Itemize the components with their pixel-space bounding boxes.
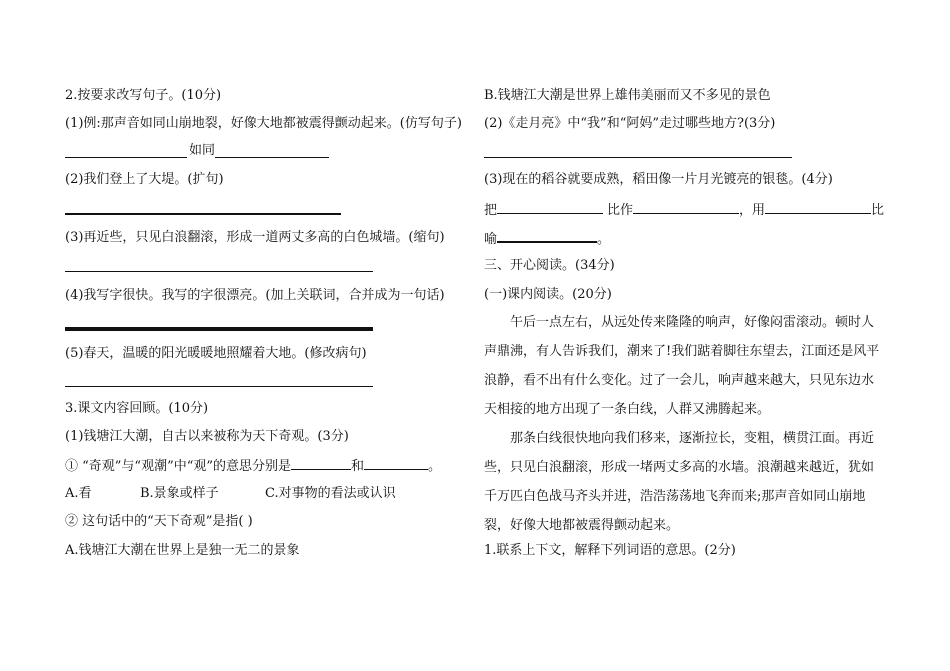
- reading-question-1: 1.联系上下文，解释下列词语的意思。(2分): [484, 543, 736, 558]
- option-b: B.景象或样子: [140, 486, 219, 501]
- section-3-title: 三、开心阅读。(34分): [484, 258, 615, 273]
- question-3-1b: ② 这句话中的“天下奇观”是指( ): [65, 514, 253, 529]
- answer-blank-3-3-1[interactable]: [497, 201, 603, 214]
- question-3-title: 3.课文内容回顾。(10分): [65, 401, 209, 416]
- answer-blank-3-3-3[interactable]: [765, 201, 871, 214]
- answer-blank-3-3-2[interactable]: [633, 201, 739, 214]
- answer-blank-2-1a[interactable]: [65, 157, 187, 158]
- question-3-1a: [65, 457, 441, 475]
- answer-blank-3-2[interactable]: [484, 157, 792, 158]
- question-3-1a-and: 和: [351, 459, 365, 474]
- question-2-3: (3)再近些，只见白浪翻滚，形成一道两丈多高的白色城墙。(缩句): [65, 230, 445, 245]
- fill-yong: ，用: [739, 203, 766, 218]
- answer-blank-3-1a-2[interactable]: [364, 457, 428, 470]
- right-column: [484, 0, 886, 671]
- question-2-1-mid: 如同: [189, 143, 216, 158]
- choice-b: B.钱塘江大潮是世界上雄伟美丽而又不多见的景色: [484, 88, 771, 103]
- question-2-title: 2.按要求改写句子。(10分): [65, 88, 222, 103]
- question-3-1a-end: 。: [428, 459, 442, 474]
- option-a: A.看: [65, 486, 92, 501]
- question-3-1a-text: ① “奇观”与“观潮”中“观”的意思分别是: [65, 459, 292, 474]
- answer-blank-2-4[interactable]: [65, 327, 373, 331]
- question-3-3-fill-row: [484, 201, 884, 219]
- fill-yu: 喻: [484, 232, 498, 247]
- option-c: C.对事物的看法或认识: [265, 486, 396, 501]
- fill-end: 。: [597, 232, 611, 247]
- question-3-2: (2)《走月亮》中“我”和“阿妈”走过哪些地方?(3分): [484, 116, 776, 131]
- section-3-1-title: (一)课内阅读。(20分): [484, 287, 612, 302]
- question-3-3: (3)现在的稻谷就要成熟，稻田像一片月光镀亮的银毯。(4分): [484, 172, 833, 187]
- answer-blank-2-1b[interactable]: [215, 157, 329, 158]
- answer-blank-3-3-4[interactable]: [497, 229, 597, 243]
- question-2-1: (1)例:那声音如同山崩地裂，好像大地都被震得颤动起来。(仿写句子): [65, 116, 462, 131]
- question-2-5: (5)春天，温暖的阳光暖暖地照耀着大地。(修改病句): [65, 346, 367, 361]
- fill-bi: 比: [871, 203, 885, 218]
- left-column: [65, 0, 462, 671]
- fill-bizuo: 比作: [607, 203, 634, 218]
- question-3-1: (1)钱塘江大潮，自古以来被称为天下奇观。(3分): [65, 429, 349, 444]
- answer-blank-2-2[interactable]: [65, 213, 341, 215]
- question-3-3-fill-row-2: [484, 229, 610, 248]
- choice-a: A.钱塘江大潮在世界上是独一无二的景象: [65, 543, 300, 558]
- question-2-2: (2)我们登上了大堤。(扩句): [65, 172, 224, 187]
- answer-blank-2-3[interactable]: [65, 271, 373, 272]
- answer-blank-2-5[interactable]: [65, 386, 373, 387]
- answer-blank-3-1a-1[interactable]: [291, 457, 351, 470]
- question-2-4: (4)我写字很快。我写的字很漂亮。(加上关联词，合并成为一句话): [65, 288, 445, 303]
- fill-ba: 把: [484, 203, 498, 218]
- reading-paragraph-2: 那条白线很快地向我们移来，逐渐拉长，变粗，横贯江面。再近些，只见白浪翻滚，形成一堵两丈多高的水墙。浪潮越来越近，犹如千万匹白色战马齐头并进，浩浩荡荡地飞奔而来;那声音如同山崩地裂，好像大地都被震得颤动起来。: [484, 431, 875, 533]
- reading-paragraph-1: 午后一点左右，从远处传来隆隆的响声，好像闷雷滚动。顿时人声鼎沸，有人告诉我们，潮来了!我们踮着脚往东望去，江面还是风平浪静，看不出有什么变化。过了一会儿，响声越来越大，只见东边水天相接的地方出现了一条白线，人群又沸腾起来。: [484, 315, 880, 417]
